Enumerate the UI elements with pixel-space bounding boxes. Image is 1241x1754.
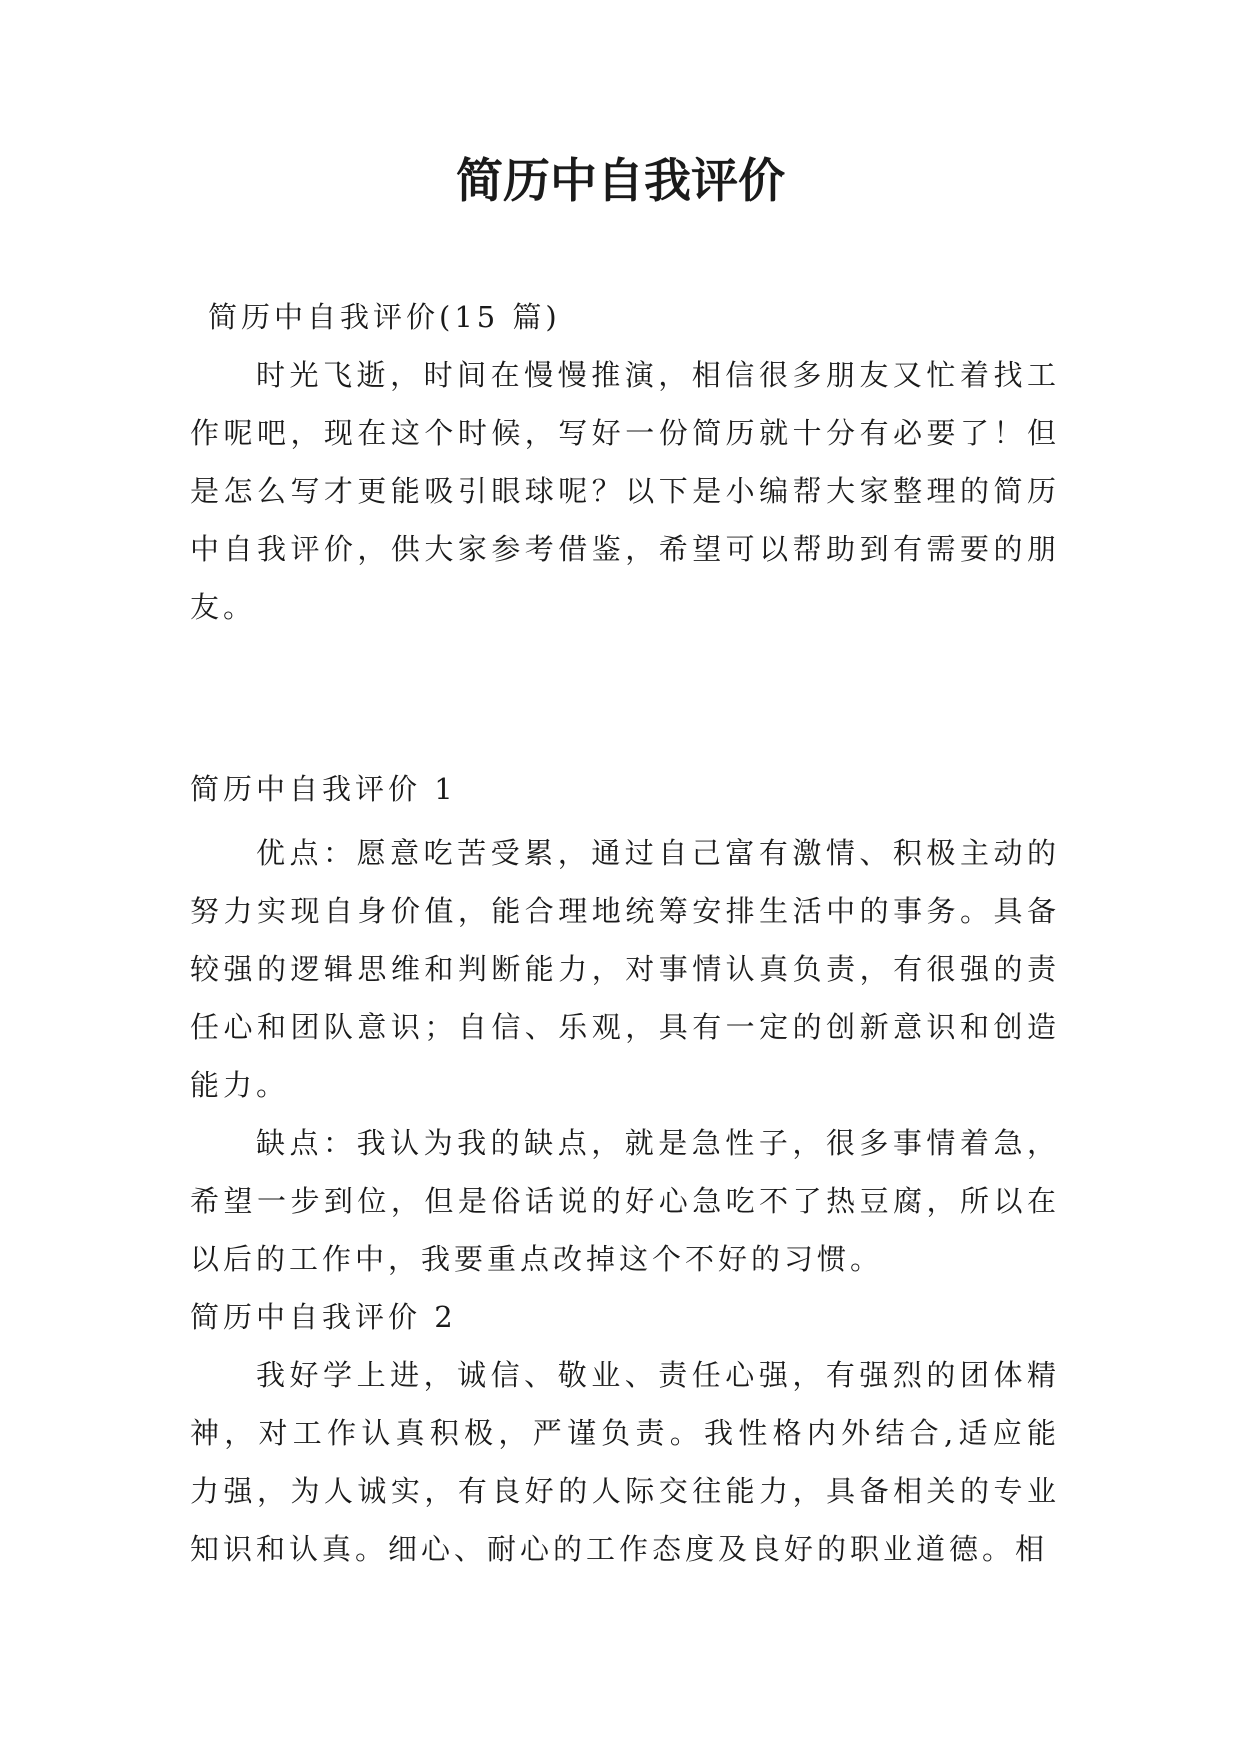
section-spacer bbox=[190, 636, 1060, 760]
section-paragraph: 我好学上进，诚信、敬业、责任心强，有强烈的团体精神，对工作认真积极，严谨负责。我性格内外结合,适应能力强，为人诚实，有良好的人际交往能力，具备相关的专业知识和认真。细心、耐心的工作态度及良好的职业道德。相 bbox=[190, 1358, 1060, 1566]
section-paragraph: 优点：愿意吃苦受累，通过自己富有激情、积极主动的努力实现自身价值，能合理地统筹安排生活中的事务。具备较强的逻辑思维和判断能力，对事情认真负责，有很强的责任心和团队意识；自信、乐观，具有一定的创新意识和创造能力。 bbox=[190, 836, 1060, 1102]
document-title: 简历中自我评价 bbox=[456, 154, 785, 209]
document-body bbox=[190, 294, 1060, 1578]
section-heading: 简历中自我评价 1 bbox=[190, 772, 457, 806]
section-paragraph: 缺点：我认为我的缺点，就是急性子，很多事情着急，希望一步到位，但是俗话说的好心急吃不了热豆腐，所以在以后的工作中，我要重点改掉这个不好的习惯。 bbox=[190, 1126, 1060, 1276]
document-subtitle: 简历中自我评价(15 篇) bbox=[208, 300, 561, 334]
intro-paragraph: 时光飞逝，时间在慢慢推演，相信很多朋友又忙着找工作呢吧，现在这个时候，写好一份简历就十分有必要了！但是怎么写才更能吸引眼球呢？以下是小编帮大家整理的简历中自我评价，供大家参考借鉴，希望可以帮助到有需要的朋友。 bbox=[190, 358, 1060, 624]
section-heading: 简历中自我评价 2 bbox=[190, 1300, 457, 1334]
